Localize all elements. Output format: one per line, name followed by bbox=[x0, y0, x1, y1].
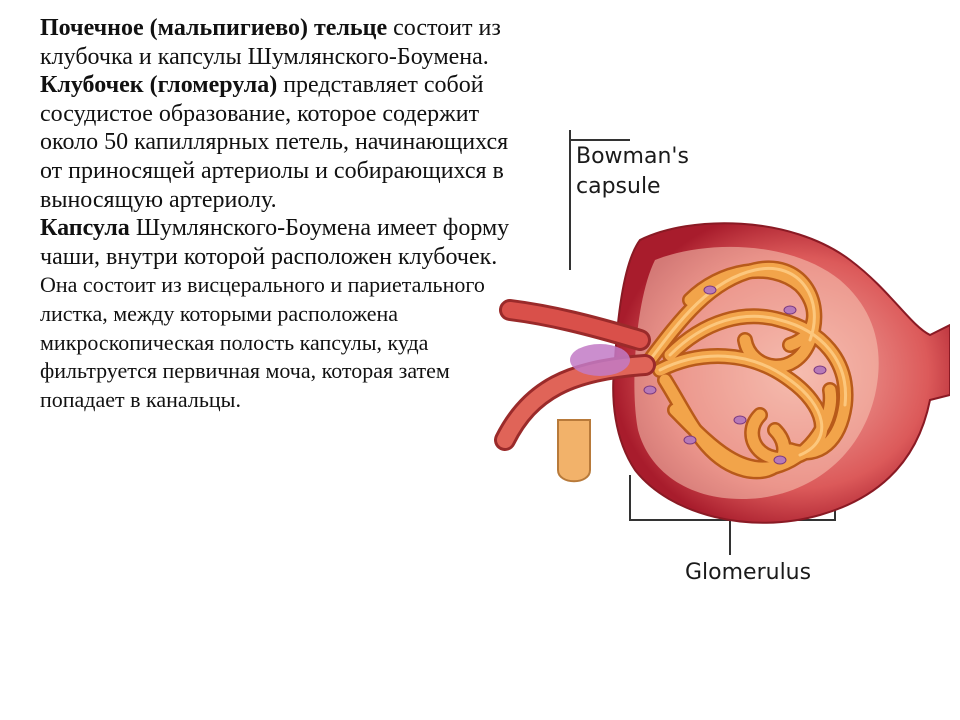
text-column bbox=[40, 14, 510, 414]
renal-corpuscle-body: состоит из клубочка и капсулы Шумлянского-Боумена. bbox=[40, 15, 501, 70]
glomerulus-label: Glomerulus bbox=[685, 560, 812, 585]
juxtaglomerular-cells bbox=[570, 344, 630, 376]
paragraph-capsule bbox=[40, 214, 510, 414]
capsule-tail: Она состоит из висцерального и париетального листка, между которыми расположена микроскопическая полость капсулы, куда фильтруется первичная моча, которая затем попадает в канальцы. bbox=[40, 272, 485, 412]
glomerulus-title: Клубочек (гломерула) bbox=[40, 72, 278, 99]
glomerulus-illustration bbox=[490, 120, 950, 600]
bowman-capsule-label: Bowman's capsule bbox=[576, 144, 689, 199]
paragraph-glomerulus bbox=[40, 71, 510, 214]
paragraph-renal-corpuscle bbox=[40, 14, 510, 71]
capsule-title: Капсула bbox=[40, 215, 130, 242]
renal-corpuscle-title: Почечное (мальпигиево) тельце bbox=[40, 15, 388, 41]
capsule-body: Шумлянского-Боумена имеет форму чаши, внутри которой расположен клубочек. bbox=[40, 215, 510, 270]
distal-tubule bbox=[558, 420, 590, 481]
glomerulus-body: представляет собой сосудистое образование, которое содержит около 50 капиллярных петель, начинающихся от приносящей артериолы и собирающихся в выносящую артериолу. bbox=[40, 72, 509, 213]
bowman-pointer-top bbox=[570, 130, 630, 140]
